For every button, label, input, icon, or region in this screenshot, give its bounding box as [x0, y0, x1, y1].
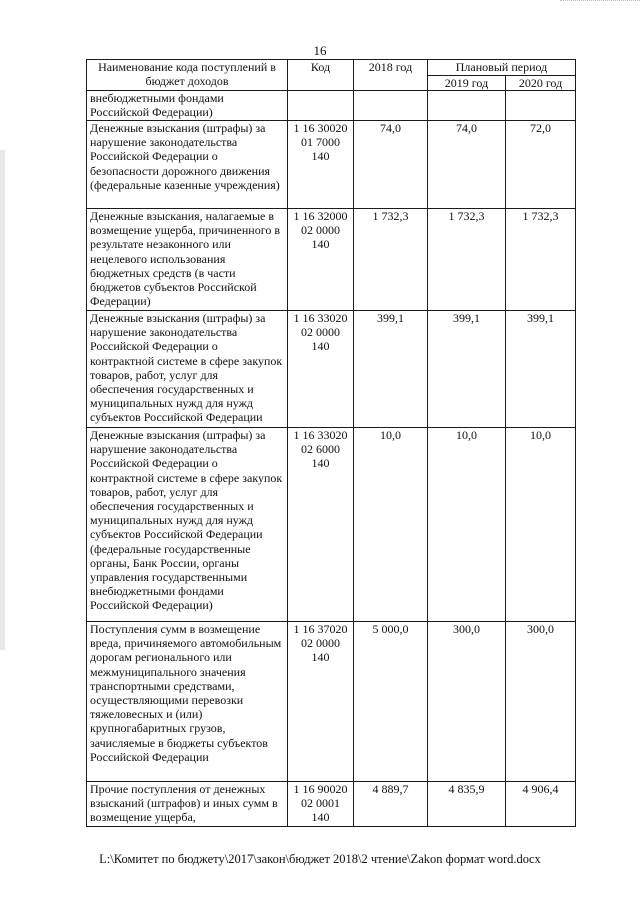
table-header-row	[87, 60, 576, 76]
row-name: Поступления сумм в возмещение вреда, причиняемого автомобильным дорогам регионального или межмуниципального значения транспортными средствами, осуществляющими перевозки тяжеловесных и (или) крупногабаритных грузов, зачисляемые в бюджеты субъектов Российской Федерации	[87, 622, 288, 782]
row-name: Прочие поступления от денежных взысканий (штрафов) и иных сумм в возмещение ущерба,	[87, 782, 288, 827]
row-value-2018	[354, 91, 428, 121]
table-row	[87, 91, 576, 121]
header-2019: 2019 год	[428, 75, 506, 91]
row-name: Денежные взыскания (штрафы) за нарушение законодательства Российской Федерации о контрактной системе в сфере закупок товаров, работ, услуг для обеспечения государственных и муниципальных нужд для нужд субъектов Российской Федерации (федеральные государственные органы, Банк России, органы управления государственными внебюджетными фондами Российской Федерации)	[87, 428, 288, 622]
row-value-2018: 74,0	[354, 121, 428, 209]
row-value-2020	[506, 91, 576, 121]
table-row	[87, 311, 576, 428]
row-name: Денежные взыскания (штрафы) за нарушение законодательства Российской Федерации о контрактной системе в сфере закупок товаров, работ, услуг для обеспечения государственных и муниципальных нужд для нужд субъектов Российской Федерации	[87, 311, 288, 428]
row-code: 1 16 37020 02 0000 140	[288, 622, 354, 782]
row-code: 1 16 30020 01 7000 140	[288, 121, 354, 209]
row-value-2019: 74,0	[428, 121, 506, 209]
row-code	[288, 91, 354, 121]
row-value-2019: 399,1	[428, 311, 506, 428]
row-value-2019	[428, 91, 506, 121]
table-row	[87, 622, 576, 782]
table-row	[87, 782, 576, 827]
row-value-2020: 399,1	[506, 311, 576, 428]
page-number: 16	[313, 43, 327, 58]
row-value-2020: 1 732,3	[506, 209, 576, 311]
document-file-path: L:\Комитет по бюджету\2017\закон\бюджет 2018\2 чтение\Zakon формат word.docx	[99, 852, 541, 866]
row-value-2019: 10,0	[428, 428, 506, 622]
row-code: 1 16 33020 02 0000 140	[288, 311, 354, 428]
row-value-2019: 300,0	[428, 622, 506, 782]
header-name: Наименование кода поступлений в бюджет доходов	[87, 60, 288, 91]
table-row	[87, 121, 576, 209]
header-2020: 2020 год	[506, 75, 576, 91]
row-value-2020: 4 906,4	[506, 782, 576, 827]
row-name: внебюджетными фондами Российской Федерации)	[87, 91, 288, 121]
row-name: Денежные взыскания, налагаемые в возмещение ущерба, причиненного в результате незаконного или нецелевого использования бюджетных средств (в части бюджетов субъектов Российской Федерации)	[87, 209, 288, 311]
row-code: 1 16 90020 02 0001 140	[288, 782, 354, 827]
row-code: 1 16 32000 02 0000 140	[288, 209, 354, 311]
header-planned-period: Плановый период	[428, 60, 576, 76]
row-name: Денежные взыскания (штрафы) за нарушение законодательства Российской Федерации о безопасности дорожного движения (федеральные казенные учреждения)	[87, 121, 288, 209]
row-value-2020: 10,0	[506, 428, 576, 622]
scan-corner-mark	[560, 0, 640, 7]
header-code: Код	[288, 60, 354, 91]
row-code: 1 16 33020 02 6000 140	[288, 428, 354, 622]
table-row	[87, 209, 576, 311]
row-value-2020: 300,0	[506, 622, 576, 782]
scan-edge-shadow	[0, 150, 5, 650]
row-value-2018: 10,0	[354, 428, 428, 622]
budget-revenue-table	[86, 59, 576, 827]
row-value-2018: 4 889,7	[354, 782, 428, 827]
row-value-2020: 72,0	[506, 121, 576, 209]
header-2018: 2018 год	[354, 60, 428, 91]
row-value-2019: 1 732,3	[428, 209, 506, 311]
row-value-2018: 399,1	[354, 311, 428, 428]
table-row	[87, 428, 576, 622]
row-value-2019: 4 835,9	[428, 782, 506, 827]
row-value-2018: 1 732,3	[354, 209, 428, 311]
row-value-2018: 5 000,0	[354, 622, 428, 782]
